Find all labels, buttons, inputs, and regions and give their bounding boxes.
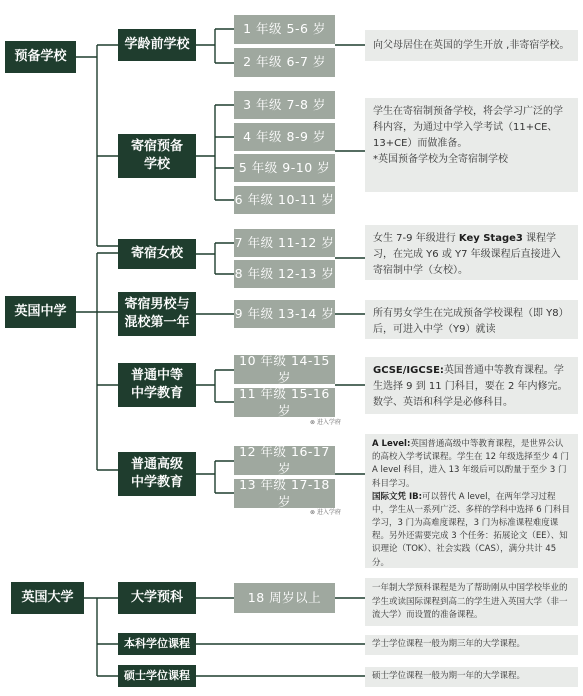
grade-box: 2 年级 6-7 岁 <box>234 48 335 77</box>
grade-box: 3 年级 7-8 岁 <box>234 91 335 119</box>
description-preprep: 向父母居住在英国的学生开放 ,非寄宿学校。 <box>365 30 578 61</box>
school-boys-coed: 寄宿男校与 混校第一年 <box>118 292 196 336</box>
category-prep-school <box>5 41 76 73</box>
school-alevel: 普通高级 中学教育 <box>118 452 196 496</box>
description-boys: 所有男女学生在完成预备学校课程（即 Y8）后，可进入中学（Y9）就读 <box>365 300 578 339</box>
grade-box: 4 年级 8-9 岁 <box>234 123 335 151</box>
grade-box: 9 年级 13-14 岁 <box>234 300 335 328</box>
description-bachelor: 学士学位课程一般为期三年的大学课程。 <box>365 635 578 655</box>
category-uk-university <box>11 582 84 614</box>
grade-box: 13 年级 17-18 岁 <box>234 479 335 508</box>
school-master: 硕士学位课程 <box>118 665 196 687</box>
school-foundation: 大学预科 <box>118 582 196 614</box>
school-girls-boarding: 寄宿女校 <box>118 239 196 269</box>
category-label: 英国大学 <box>21 590 74 606</box>
description-master: 硕士学位课程一般为期一年的大学课程。 <box>365 667 578 687</box>
grade-box: 6 年级 10-11 岁 <box>234 186 335 214</box>
grade-box: 18 周岁以上 <box>234 583 335 613</box>
grade-box: 1 年级 5-6 岁 <box>234 15 335 44</box>
school-boarding-prep: 寄宿预备 学校 <box>118 134 196 178</box>
school-preprep: 学龄前学校 <box>118 29 196 61</box>
grade-box: 8 年级 12-13 岁 <box>234 260 335 288</box>
description-boarding-prep: 学生在寄宿制预备学校，将会学习广泛的学科内容，为通过中学入学考试（11+CE、13+CE）而做准备。 *英国预备学校为全寄宿制学校 <box>365 98 578 192</box>
grade-box: 11 年级 15-16 岁 <box>234 388 335 417</box>
category-label: 英国中学 <box>14 304 67 320</box>
enter-school-note: ⊗ 进入学府 <box>310 419 341 426</box>
description-girls: 女生 7-9 年级进行 Key Stage3 课程学习，在完成 Y6 或 Y7 年级课程后直接进入寄宿制中学（女校）。 <box>365 225 578 280</box>
grade-box: 5 年级 9-10 岁 <box>234 154 335 182</box>
description-alevel-ib: A Level:英国普通高级中等教育课程，是世界公认的高校入学考试课程。学生在 12 年级选择至少 4 门 A level 科目，进入 13 年级后可以酌量于至少 3 门科目学习。 国际文凭 IB:可以替代 A level，在两年学习过程中，学生从一系列广泛、多样的学科中选择 6 门科目学习，3 门为高难度课程，3 门为标准课程难度课程。另外还需要完成 3 个任务：拓展论文（EE）、知识理论（TOK）、社会实践（CAS），满分共计 45 分。 <box>365 434 578 568</box>
grade-box: 10 年级 14-15 岁 <box>234 355 335 384</box>
grade-box: 7 年级 11-12 岁 <box>234 229 335 257</box>
description-gcse: GCSE/IGCSE:英国普通中等教育课程。学生选择 9 到 11 门科目，要在 2 年内修完。数学、英语和科学是必修科目。 <box>365 357 578 414</box>
category-label: 预备学校 <box>14 49 67 65</box>
grade-box: 12 年级 16-17 岁 <box>234 446 335 475</box>
school-bachelor: 本科学位课程 <box>118 633 196 655</box>
enter-school-note: ⊗ 进入学府 <box>310 509 341 516</box>
school-gcse: 普通中等 中学教育 <box>118 363 196 407</box>
category-uk-secondary <box>5 296 76 328</box>
description-foundation: 一年制大学预科课程是为了帮助刚从中国学校毕业的学生或读国际课程到高二的学生进入英国大学（非一流大学）而设置的准备课程。 <box>365 578 578 626</box>
